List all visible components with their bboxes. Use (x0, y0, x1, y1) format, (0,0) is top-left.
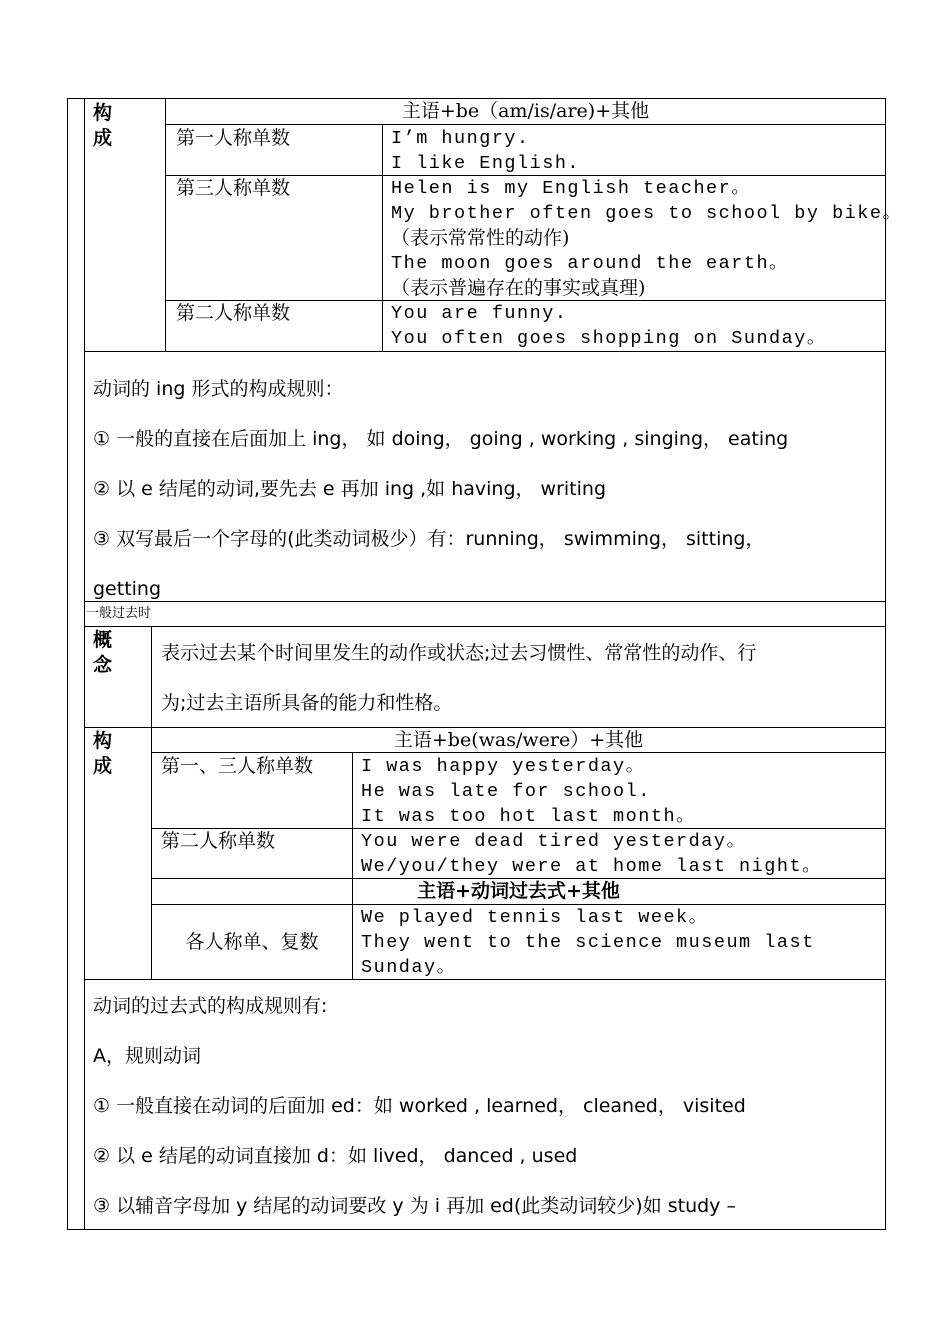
structure-label: 构成 (93, 730, 113, 777)
ing-rules (93, 364, 788, 614)
ed-rules-title: 动词的过去式的构成规则有: (93, 995, 328, 1017)
example-line: It was too hot last month。 (361, 806, 697, 827)
person-label: 第一、三人称单数 (161, 755, 314, 777)
example-line: I’m hungry. (391, 128, 530, 149)
concept-line: 为;过去主语所具备的能力和性格。 (161, 692, 453, 714)
section-heading: 一般过去时 (86, 606, 152, 621)
ed-rule-3: ③ 以辅音字母加 y 结尾的动词要改 y 为 i 再加 ed(此类动词较少)如 study – (93, 1195, 736, 1217)
example-line: I was happy yesterday。 (361, 756, 646, 777)
example-sentences (391, 176, 902, 301)
example-sentences (361, 905, 815, 980)
concept-text (161, 628, 756, 728)
ed-rule-1: ① 一般直接在动词的后面加 ed：如 worked , learned， cleaned， visited (93, 1095, 746, 1117)
example-line: Helen is my English teacher。 (391, 178, 752, 199)
formula-be-present: 主语+be（am/is/are)+其他 (401, 100, 650, 122)
example-sentences (361, 829, 822, 879)
ing-rule-1: ① 一般的直接在后面加上 ing， 如 doing， going , working , singing， eating (93, 428, 789, 450)
ing-rule-3: ③ 双写最后一个字母的(此类动词极少）有：running， swimming， sitting， (93, 528, 765, 550)
example-line: You are funny. (391, 303, 568, 324)
example-sentences (391, 301, 827, 351)
example-line: The moon goes around the earth。 (391, 253, 790, 274)
person-label: 第一人称单数 (176, 127, 291, 149)
example-note: （表示常常性的动作) (391, 227, 570, 249)
example-line: My brother often goes to school by bike。 (391, 203, 903, 224)
formula-be-past: 主语+be(was/were）+其他 (393, 729, 644, 751)
person-label: 各人称单、复数 (185, 931, 319, 953)
ing-rule-3-continued: getting (93, 578, 162, 600)
person-label: 第二人称单数 (176, 302, 291, 324)
ed-rules (93, 981, 746, 1231)
example-sentences (361, 754, 696, 829)
concept-line: 表示过去某个时间里发生的动作或状态;过去习惯性、常常性的动作、行 (161, 642, 757, 664)
ing-rule-2: ② 以 e 结尾的动词,要先去 e 再加 ing ,如 having， writing (93, 478, 607, 500)
example-line: We/you/they were at home last night。 (361, 856, 823, 877)
ed-rules-subtitle: A，规则动词 (93, 1045, 201, 1067)
example-line: You were dead tired yesterday。 (361, 831, 747, 852)
example-line: He was late for school. (361, 781, 651, 802)
concept-label: 概念 (93, 629, 113, 676)
example-note: （表示普遍存在的事实或真理) (391, 277, 646, 299)
ing-rules-title: 动词的 ing 形式的构成规则： (93, 378, 344, 400)
example-line: You often goes shopping on Sunday。 (391, 328, 827, 349)
formula-verb-past: 主语+动词过去式+其他 (417, 880, 620, 902)
example-line: I like English. (391, 153, 581, 174)
example-sentences (391, 126, 580, 176)
person-label: 第二人称单数 (161, 830, 276, 852)
structure-label: 构成 (93, 102, 113, 149)
example-line: They went to the science museum last (361, 932, 815, 953)
example-line: Sunday。 (361, 957, 457, 978)
example-line: We played tennis last week。 (361, 907, 709, 928)
person-label: 第三人称单数 (176, 177, 291, 199)
ed-rule-2: ② 以 e 结尾的动词直接加 d：如 lived， danced , used (93, 1145, 578, 1167)
